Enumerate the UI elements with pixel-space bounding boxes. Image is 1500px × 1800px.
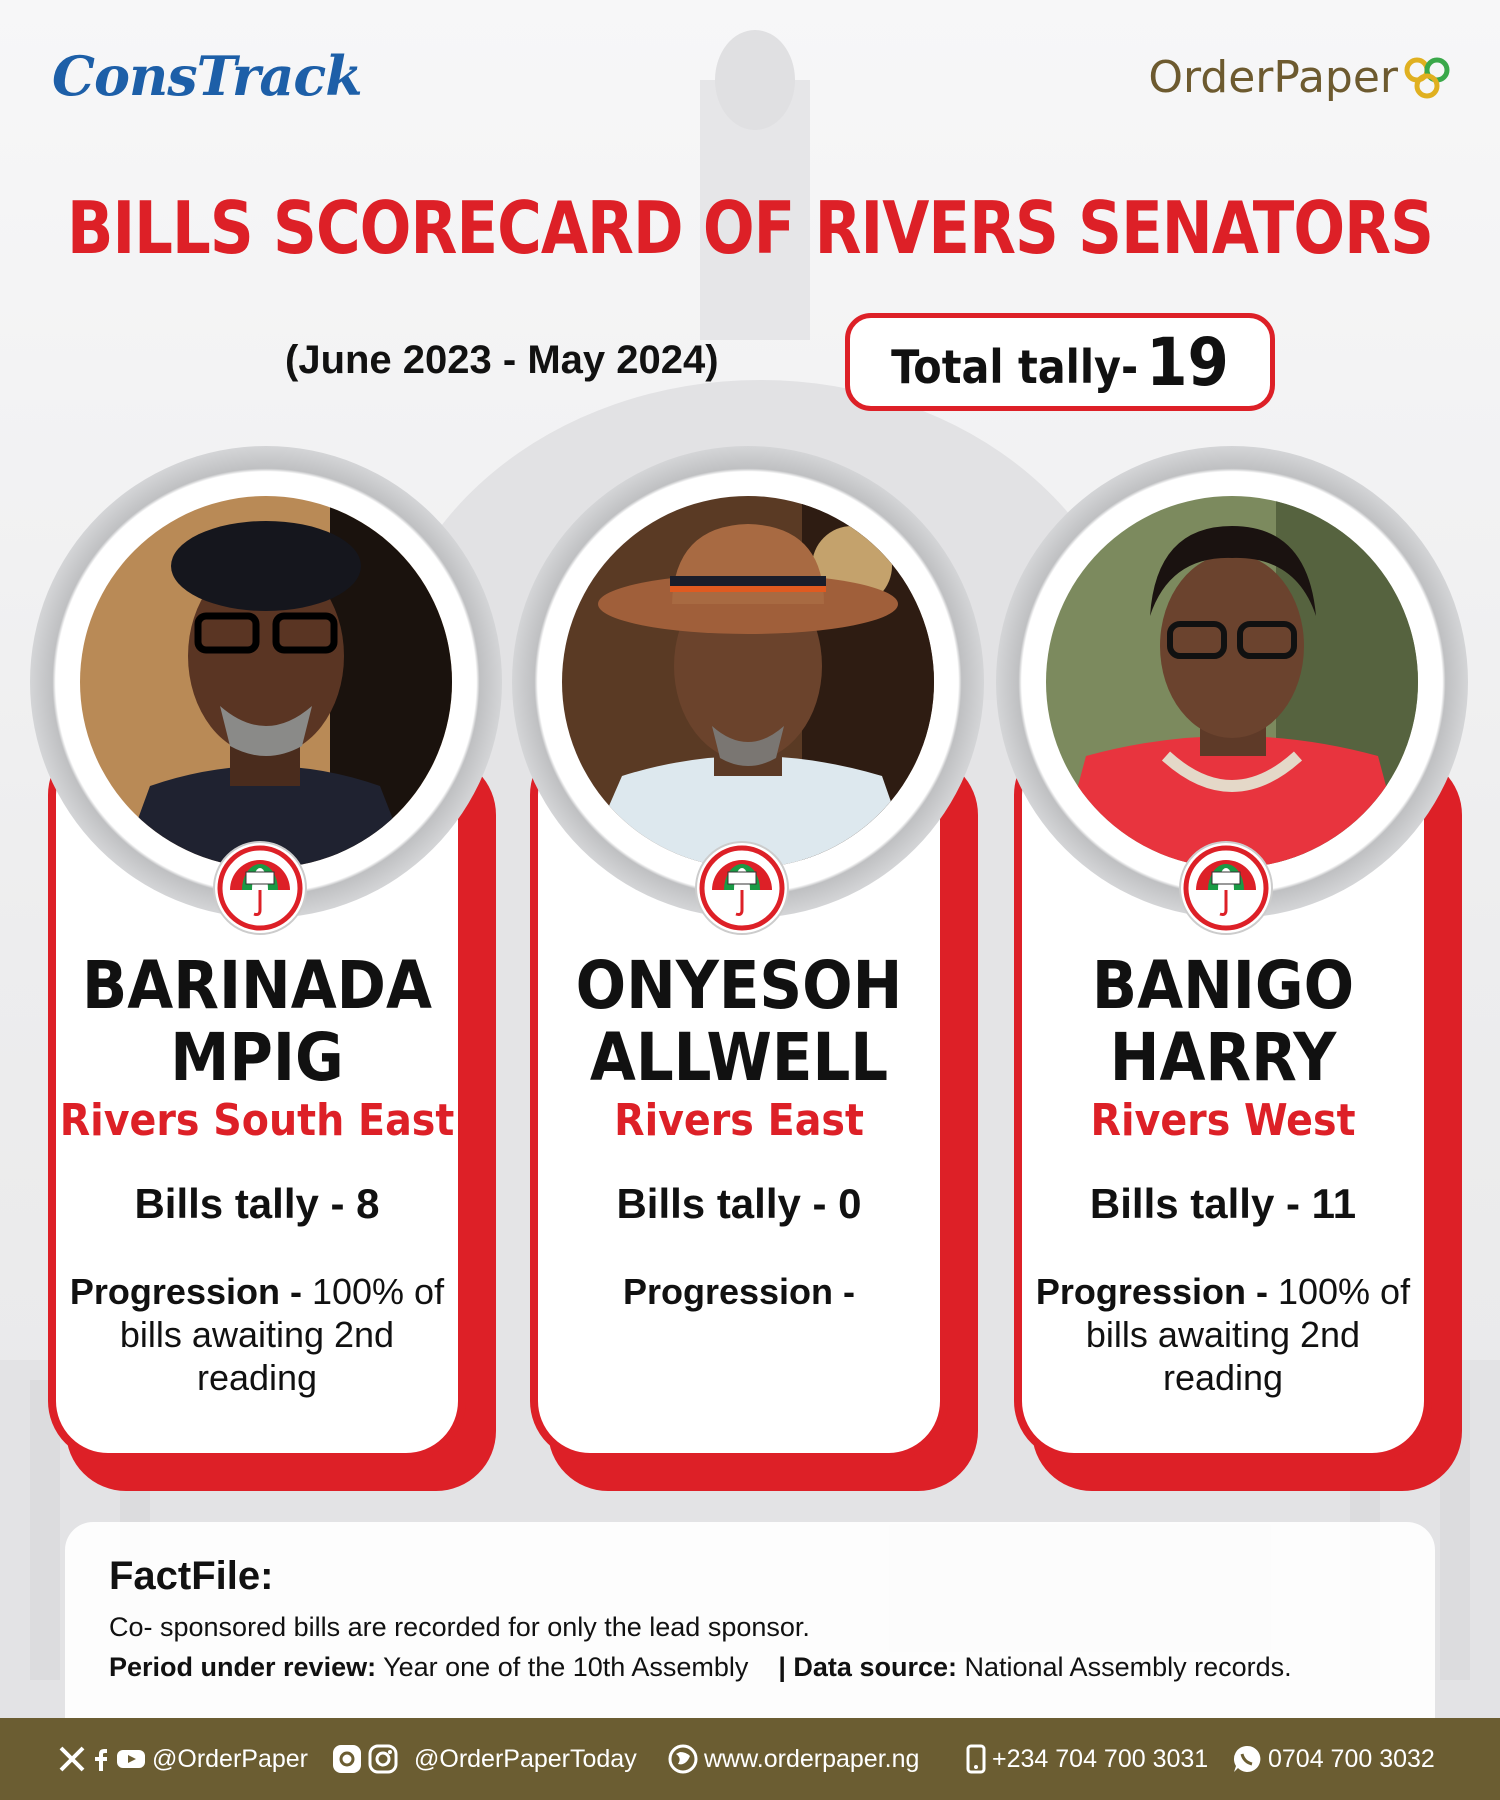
senator-last-name: MPIG xyxy=(170,1019,344,1096)
factfile-note: Co- sponsored bills are recorded for only the lead sponsor. xyxy=(109,1612,810,1642)
senator-first-name: ONYESOH xyxy=(575,947,903,1024)
progression-label: Progression - xyxy=(622,1271,856,1312)
senator-progression-3 xyxy=(1023,1270,1423,1399)
senator-progression-1 xyxy=(57,1270,457,1399)
period-label: (June 2023 - May 2024) xyxy=(285,338,719,382)
period-review-label: Period under review: xyxy=(109,1652,377,1682)
footer-phone[interactable] xyxy=(966,1718,1208,1800)
footer-handle-2: @OrderPaperToday xyxy=(414,1744,637,1773)
factfile-title: FactFile: xyxy=(109,1554,274,1598)
senator-district-1: Rivers South East xyxy=(59,1095,455,1146)
senator-bills-tally-2: Bills tally - 0 xyxy=(616,1180,862,1227)
orderpaper-logo-text: OrderPaper xyxy=(1148,52,1398,103)
senator-first-name: BANIGO xyxy=(1091,947,1355,1024)
senator-bills-tally-1: Bills tally - 8 xyxy=(134,1180,380,1227)
data-source-label: | Data source: xyxy=(778,1652,957,1682)
portrait-icon xyxy=(1046,496,1418,868)
pdp-logo-icon xyxy=(212,840,308,936)
orderpaper-mark-icon xyxy=(1402,56,1452,100)
portrait-icon xyxy=(562,496,934,868)
total-tally-value: 19 xyxy=(1146,323,1229,401)
threads-icon xyxy=(332,1744,362,1774)
total-tally-label: Total tally- xyxy=(891,340,1139,394)
pdp-logo-icon xyxy=(694,840,790,936)
orderpaper-logo xyxy=(1148,52,1452,103)
pdp-logo-icon xyxy=(1178,840,1274,936)
progression-text: 100% of bills awaiting 2nd reading xyxy=(1085,1271,1411,1398)
progression-label: Progression - xyxy=(1035,1271,1268,1312)
youtube-icon xyxy=(116,1747,146,1771)
instagram-icon xyxy=(368,1744,398,1774)
footer-social-2[interactable] xyxy=(332,1718,637,1800)
footer-bar xyxy=(0,1718,1500,1800)
progression-text: 100% of bills awaiting 2nd reading xyxy=(119,1271,445,1398)
period-review-value: Year one of the 10th Assembly xyxy=(376,1652,749,1682)
senator-name-1 xyxy=(48,947,466,1096)
globe-icon xyxy=(668,1744,698,1774)
progression-label: Progression - xyxy=(69,1271,302,1312)
footer-whatsapp[interactable] xyxy=(1232,1718,1435,1800)
data-source-value: National Assembly records. xyxy=(956,1652,1292,1682)
senator-name-3 xyxy=(1014,947,1432,1096)
constrack-logo: ConsTrack xyxy=(52,44,362,108)
senator-district-3: Rivers West xyxy=(1090,1095,1356,1146)
whatsapp-icon xyxy=(1232,1744,1262,1774)
footer-website[interactable] xyxy=(668,1718,919,1800)
footer-social-1[interactable] xyxy=(58,1718,308,1800)
senator-bills-tally-3: Bills tally - 11 xyxy=(1089,1180,1357,1227)
page-title: BILLS SCORECARD OF RIVERS SENATORS xyxy=(67,186,1433,270)
senator-last-name: HARRY xyxy=(1109,1019,1337,1096)
factfile-details xyxy=(109,1652,1292,1683)
phone-icon xyxy=(966,1744,986,1774)
website-text: www.orderpaper.ng xyxy=(704,1744,920,1773)
total-tally-box xyxy=(845,313,1275,411)
portrait-icon xyxy=(80,496,452,868)
footer-handle-1: @OrderPaper xyxy=(152,1744,308,1773)
senator-last-name: ALLWELL xyxy=(589,1019,889,1096)
phone-text: +234 704 700 3031 xyxy=(992,1744,1209,1773)
facebook-icon xyxy=(92,1745,110,1773)
senator-name-2 xyxy=(530,947,948,1096)
factfile-panel xyxy=(65,1522,1435,1718)
whatsapp-text: 0704 700 3032 xyxy=(1268,1744,1435,1773)
x-icon xyxy=(58,1745,86,1773)
senator-progression-2 xyxy=(539,1270,939,1313)
senator-first-name: BARINADA xyxy=(82,947,432,1024)
senator-district-2: Rivers East xyxy=(614,1095,864,1146)
